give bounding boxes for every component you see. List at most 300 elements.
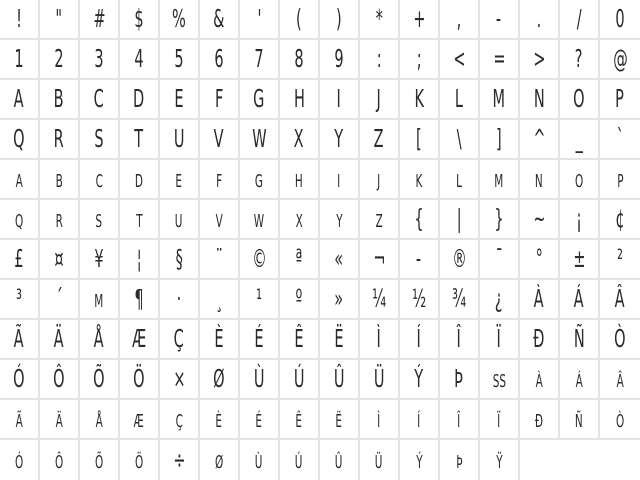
glyph-cell[interactable] <box>320 40 360 80</box>
glyph: \ <box>456 124 462 153</box>
glyph: Þ <box>454 364 464 393</box>
glyph-cell[interactable] <box>120 400 160 440</box>
glyph: { <box>414 204 424 233</box>
glyph: ª <box>295 244 303 273</box>
glyph-cell[interactable] <box>0 360 40 400</box>
glyph: Í <box>416 324 422 353</box>
glyph: - <box>416 244 422 273</box>
glyph-cell[interactable] <box>320 320 360 360</box>
glyph: © <box>251 244 267 273</box>
glyph-cell[interactable] <box>440 80 480 120</box>
glyph-cell[interactable] <box>120 240 160 280</box>
glyph-cell[interactable] <box>480 0 520 40</box>
glyph: Ê <box>294 324 304 353</box>
glyph-cell[interactable] <box>160 120 200 160</box>
glyph-cell[interactable] <box>120 440 160 480</box>
glyph: [ <box>416 124 422 153</box>
glyph: e <box>175 164 183 193</box>
glyph-cell[interactable] <box>480 360 520 400</box>
glyph: ¨ <box>215 244 223 273</box>
glyph: p <box>616 164 624 193</box>
glyph-cell[interactable] <box>120 120 160 160</box>
glyph-cell[interactable] <box>360 200 400 240</box>
glyph: P <box>615 84 625 113</box>
glyph-cell[interactable] <box>440 0 480 40</box>
glyph-cell[interactable] <box>280 0 320 40</box>
glyph: ÿ <box>495 445 503 474</box>
glyph-cell[interactable] <box>560 360 600 400</box>
glyph-cell[interactable] <box>520 320 560 360</box>
glyph-cell[interactable] <box>320 440 360 480</box>
glyph: k <box>415 164 423 193</box>
glyph-cell[interactable] <box>400 200 440 240</box>
glyph-cell[interactable] <box>560 40 600 80</box>
glyph-cell[interactable] <box>280 360 320 400</box>
glyph-cell[interactable] <box>320 160 360 200</box>
glyph: º <box>295 284 303 313</box>
glyph: Î <box>456 324 462 353</box>
glyph: Ó <box>13 364 25 393</box>
glyph: I <box>336 84 342 113</box>
glyph-cell[interactable] <box>320 80 360 120</box>
glyph-cell[interactable] <box>320 400 360 440</box>
glyph-cell[interactable] <box>520 280 560 320</box>
glyph: ë <box>335 404 343 433</box>
glyph: § <box>175 244 183 273</box>
glyph: x <box>295 204 303 233</box>
glyph: + <box>412 4 426 33</box>
glyph-cell[interactable] <box>80 40 120 80</box>
glyph-cell[interactable] <box>40 200 80 240</box>
glyph-cell[interactable] <box>520 360 560 400</box>
glyph: Û <box>333 364 345 393</box>
glyph: ÷ <box>172 445 186 474</box>
glyph: 6 <box>214 44 224 73</box>
glyph: d <box>134 164 144 193</box>
glyph-cell[interactable] <box>80 440 120 480</box>
glyph-cell[interactable] <box>480 120 520 160</box>
glyph: L <box>454 84 464 113</box>
glyph-cell[interactable] <box>520 400 560 440</box>
glyph: : <box>376 44 382 73</box>
glyph-cell[interactable] <box>80 280 120 320</box>
glyph-cell[interactable] <box>80 240 120 280</box>
glyph-cell[interactable] <box>280 320 320 360</box>
glyph-cell[interactable] <box>0 80 40 120</box>
glyph-cell[interactable] <box>40 120 80 160</box>
glyph: T <box>134 124 144 153</box>
glyph-cell[interactable] <box>160 80 200 120</box>
glyph-cell[interactable] <box>160 40 200 80</box>
glyph-cell[interactable] <box>400 360 440 400</box>
glyph: ä <box>55 404 63 433</box>
glyph-cell[interactable] <box>0 200 40 240</box>
glyph-cell[interactable] <box>400 80 440 120</box>
glyph-cell[interactable] <box>200 280 240 320</box>
glyph-cell[interactable] <box>320 200 360 240</box>
glyph: # <box>92 4 106 33</box>
glyph-cell[interactable] <box>560 280 600 320</box>
glyph-cell[interactable] <box>600 400 640 440</box>
glyph: ` <box>616 124 624 153</box>
glyph: Á <box>574 284 584 313</box>
glyph-cell[interactable] <box>280 240 320 280</box>
glyph: ¡ <box>576 204 582 233</box>
glyph: È <box>214 324 224 353</box>
glyph: ï <box>497 404 501 433</box>
glyph-cell[interactable] <box>160 280 200 320</box>
glyph-cell[interactable] <box>480 280 520 320</box>
glyph: » <box>334 284 344 313</box>
glyph: i <box>337 164 341 193</box>
glyph: W <box>251 124 267 153</box>
glyph: 4 <box>134 44 144 73</box>
glyph-cell[interactable] <box>560 200 600 240</box>
glyph-cell[interactable] <box>360 40 400 80</box>
glyph: B <box>54 84 64 113</box>
glyph: M <box>492 84 506 113</box>
glyph-cell[interactable] <box>560 400 600 440</box>
glyph: } <box>494 204 504 233</box>
glyph: c <box>95 164 103 193</box>
glyph-cell[interactable] <box>560 160 600 200</box>
glyph-cell[interactable] <box>600 240 640 280</box>
glyph: j <box>377 164 381 193</box>
glyph: Ç <box>173 324 185 353</box>
glyph: ý <box>415 445 423 474</box>
glyph-cell[interactable] <box>200 360 240 400</box>
glyph: 9 <box>334 44 344 73</box>
glyph-cell[interactable] <box>320 120 360 160</box>
glyph-cell[interactable] <box>40 160 80 200</box>
glyph: ð <box>534 404 544 433</box>
glyph: ½ <box>411 284 427 313</box>
glyph-cell[interactable] <box>80 200 120 240</box>
glyph-cell[interactable] <box>320 240 360 280</box>
glyph-cell[interactable] <box>520 0 560 40</box>
glyph: 7 <box>254 44 264 73</box>
glyph-cell[interactable] <box>240 440 280 480</box>
glyph: & <box>213 4 225 33</box>
glyph: µ <box>94 284 104 313</box>
glyph-cell[interactable] <box>320 360 360 400</box>
glyph-cell[interactable] <box>240 120 280 160</box>
glyph-cell[interactable] <box>80 120 120 160</box>
glyph-cell[interactable] <box>240 360 280 400</box>
glyph-cell[interactable] <box>600 360 640 400</box>
glyph-cell[interactable] <box>520 40 560 80</box>
glyph-cell[interactable] <box>360 400 400 440</box>
glyph: ! <box>16 4 22 33</box>
glyph-cell[interactable] <box>400 160 440 200</box>
glyph-cell[interactable] <box>480 80 520 120</box>
glyph-cell[interactable] <box>360 160 400 200</box>
glyph-cell[interactable] <box>160 320 200 360</box>
glyph: f <box>215 164 222 193</box>
glyph-cell[interactable] <box>120 0 160 40</box>
glyph: ê <box>295 404 303 433</box>
glyph: ì <box>377 404 381 433</box>
glyph: ¹ <box>256 284 262 313</box>
glyph: æ <box>133 404 145 433</box>
glyph: ç <box>175 404 183 433</box>
glyph: ò <box>615 404 625 433</box>
glyph-cell[interactable] <box>200 320 240 360</box>
glyph: 5 <box>174 44 184 73</box>
glyph-cell[interactable] <box>160 360 200 400</box>
glyph-cell[interactable] <box>40 80 80 120</box>
glyph-cell[interactable] <box>0 280 40 320</box>
glyph-cell[interactable] <box>400 0 440 40</box>
glyph-cell[interactable] <box>360 80 400 120</box>
glyph-cell[interactable] <box>120 80 160 120</box>
glyph: l <box>456 164 462 193</box>
glyph-cell[interactable] <box>240 40 280 80</box>
glyph-cell[interactable] <box>280 200 320 240</box>
glyph-cell[interactable] <box>240 160 280 200</box>
glyph: å <box>95 404 103 433</box>
glyph: r <box>55 204 63 233</box>
glyph: ù <box>255 445 263 474</box>
glyph-cell[interactable] <box>560 320 600 360</box>
glyph-cell[interactable] <box>600 200 640 240</box>
glyph-cell[interactable] <box>360 440 400 480</box>
glyph-cell[interactable] <box>40 0 80 40</box>
glyph-cell[interactable] <box>360 120 400 160</box>
glyph: @ <box>612 44 628 73</box>
glyph-cell[interactable] <box>400 120 440 160</box>
glyph-cell[interactable] <box>400 240 440 280</box>
glyph-cell[interactable] <box>0 440 40 480</box>
glyph: b <box>55 164 63 193</box>
glyph: £ <box>14 244 24 273</box>
glyph: Õ <box>93 364 105 393</box>
glyph-cell[interactable] <box>200 40 240 80</box>
glyph-cell[interactable] <box>0 400 40 440</box>
glyph: ' <box>257 4 261 33</box>
glyph: F <box>214 84 224 113</box>
glyph-cell[interactable] <box>600 320 640 360</box>
glyph-cell[interactable] <box>440 160 480 200</box>
glyph-cell[interactable] <box>280 120 320 160</box>
glyph-cell[interactable] <box>400 40 440 80</box>
glyph: Q <box>13 124 25 153</box>
glyph: Ï <box>496 324 502 353</box>
glyph-cell[interactable] <box>0 40 40 80</box>
glyph-cell[interactable] <box>480 40 520 80</box>
glyph-cell[interactable] <box>280 40 320 80</box>
glyph-cell[interactable] <box>600 120 640 160</box>
glyph-cell[interactable] <box>600 160 640 200</box>
glyph-cell[interactable] <box>40 440 80 480</box>
glyph-cell[interactable] <box>320 0 360 40</box>
glyph-cell[interactable] <box>240 0 280 40</box>
glyph-cell[interactable] <box>240 80 280 120</box>
glyph-cell[interactable] <box>360 320 400 360</box>
glyph-cell[interactable] <box>80 400 120 440</box>
glyph-cell[interactable] <box>280 80 320 120</box>
glyph: Ú <box>293 364 305 393</box>
glyph-cell[interactable] <box>40 240 80 280</box>
glyph-cell[interactable] <box>440 360 480 400</box>
glyph-cell[interactable] <box>120 40 160 80</box>
glyph: O <box>573 84 585 113</box>
glyph-cell[interactable] <box>280 400 320 440</box>
glyph-cell[interactable] <box>80 0 120 40</box>
glyph: ? <box>575 44 583 73</box>
glyph: ² <box>617 244 623 273</box>
glyph-cell[interactable] <box>240 240 280 280</box>
glyph-cell[interactable] <box>200 120 240 160</box>
glyph-cell[interactable] <box>0 160 40 200</box>
glyph: í <box>417 404 421 433</box>
glyph-cell[interactable] <box>440 120 480 160</box>
glyph-cell[interactable] <box>600 280 640 320</box>
glyph-cell[interactable] <box>200 0 240 40</box>
glyph-cell[interactable] <box>120 360 160 400</box>
glyph-cell[interactable] <box>240 400 280 440</box>
glyph: t <box>135 204 143 233</box>
empty-cell <box>520 440 560 480</box>
glyph-cell[interactable] <box>200 200 240 240</box>
glyph-cell[interactable] <box>120 200 160 240</box>
glyph: ¤ <box>54 244 64 273</box>
glyph-cell[interactable] <box>400 440 440 480</box>
glyph-cell[interactable] <box>600 0 640 40</box>
glyph-cell[interactable] <box>360 0 400 40</box>
glyph-cell[interactable] <box>400 400 440 440</box>
glyph-cell[interactable] <box>440 200 480 240</box>
glyph: , <box>456 4 462 33</box>
glyph-cell[interactable] <box>440 240 480 280</box>
glyph-cell[interactable] <box>0 240 40 280</box>
glyph: õ <box>94 445 104 474</box>
glyph-cell[interactable] <box>200 240 240 280</box>
glyph-cell[interactable] <box>120 280 160 320</box>
glyph-cell[interactable] <box>520 200 560 240</box>
glyph-cell[interactable] <box>160 440 200 480</box>
glyph-cell[interactable] <box>280 160 320 200</box>
glyph-cell[interactable] <box>120 160 160 200</box>
glyph-cell[interactable] <box>480 320 520 360</box>
glyph: ) <box>336 4 342 33</box>
glyph-cell[interactable] <box>240 280 280 320</box>
glyph: ¥ <box>94 244 104 273</box>
glyph: ¿ <box>495 284 503 313</box>
glyph-cell[interactable] <box>160 0 200 40</box>
glyph-cell[interactable] <box>40 400 80 440</box>
glyph-cell[interactable] <box>40 40 80 80</box>
glyph-cell[interactable] <box>440 440 480 480</box>
empty-cell <box>600 440 640 480</box>
glyph-cell[interactable] <box>560 80 600 120</box>
glyph: ¾ <box>451 284 467 313</box>
glyph-cell[interactable] <box>0 320 40 360</box>
glyph: é <box>255 404 263 433</box>
glyph-cell[interactable] <box>560 0 600 40</box>
glyph-cell[interactable] <box>520 240 560 280</box>
glyph-cell[interactable] <box>200 400 240 440</box>
glyph: â <box>616 364 624 393</box>
glyph: D <box>133 84 145 113</box>
glyph-cell[interactable] <box>440 320 480 360</box>
glyph-cell[interactable] <box>480 160 520 200</box>
glyph-cell[interactable] <box>120 320 160 360</box>
glyph: à <box>535 364 543 393</box>
glyph-cell[interactable] <box>200 160 240 200</box>
glyph-cell[interactable] <box>600 40 640 80</box>
glyph: ó <box>14 445 24 474</box>
glyph-cell[interactable] <box>240 320 280 360</box>
glyph: v <box>215 204 223 233</box>
glyph-cell[interactable] <box>80 360 120 400</box>
glyph-cell[interactable] <box>520 160 560 200</box>
glyph-cell[interactable] <box>240 200 280 240</box>
glyph-cell[interactable] <box>360 280 400 320</box>
glyph-cell[interactable] <box>280 440 320 480</box>
glyph-cell[interactable] <box>440 40 480 80</box>
glyph: S <box>94 124 104 153</box>
glyph-cell[interactable] <box>0 0 40 40</box>
glyph-cell[interactable] <box>0 120 40 160</box>
glyph: K <box>414 84 424 113</box>
glyph: 3 <box>94 44 104 73</box>
glyph: 8 <box>294 44 304 73</box>
glyph-cell[interactable] <box>200 440 240 480</box>
glyph-cell[interactable] <box>200 80 240 120</box>
glyph-cell[interactable] <box>320 280 360 320</box>
glyph-cell[interactable] <box>480 440 520 480</box>
glyph-cell[interactable] <box>560 120 600 160</box>
glyph-cell[interactable] <box>160 240 200 280</box>
glyph: m <box>494 164 504 193</box>
glyph: h <box>295 164 303 193</box>
glyph-cell[interactable] <box>440 400 480 440</box>
glyph-cell[interactable] <box>600 80 640 120</box>
glyph-cell[interactable] <box>480 400 520 440</box>
glyph: > <box>532 44 546 73</box>
glyph-cell[interactable] <box>80 320 120 360</box>
glyph-cell[interactable] <box>80 80 120 120</box>
glyph-cell[interactable] <box>400 320 440 360</box>
glyph-cell[interactable] <box>520 80 560 120</box>
glyph: Ö <box>133 364 145 393</box>
glyph: þ <box>455 445 463 474</box>
glyph-cell[interactable] <box>360 360 400 400</box>
glyph-cell[interactable] <box>280 280 320 320</box>
glyph-cell[interactable] <box>80 160 120 200</box>
glyph-cell[interactable] <box>40 320 80 360</box>
glyph: $ <box>134 4 144 33</box>
glyph: * <box>375 4 383 33</box>
glyph-cell[interactable] <box>400 280 440 320</box>
glyph-cell[interactable] <box>160 200 200 240</box>
glyph-cell[interactable] <box>360 240 400 280</box>
glyph-cell[interactable] <box>40 360 80 400</box>
glyph: 0 <box>615 4 625 33</box>
glyph-cell[interactable] <box>480 240 520 280</box>
glyph-cell[interactable] <box>160 160 200 200</box>
glyph-cell[interactable] <box>480 200 520 240</box>
glyph-cell[interactable] <box>160 400 200 440</box>
glyph-cell[interactable] <box>40 280 80 320</box>
glyph-cell[interactable] <box>440 280 480 320</box>
glyph: Ì <box>376 324 382 353</box>
glyph: ] <box>496 124 502 153</box>
glyph: ° <box>535 244 543 273</box>
glyph-cell[interactable] <box>560 240 600 280</box>
glyph-cell[interactable] <box>520 120 560 160</box>
